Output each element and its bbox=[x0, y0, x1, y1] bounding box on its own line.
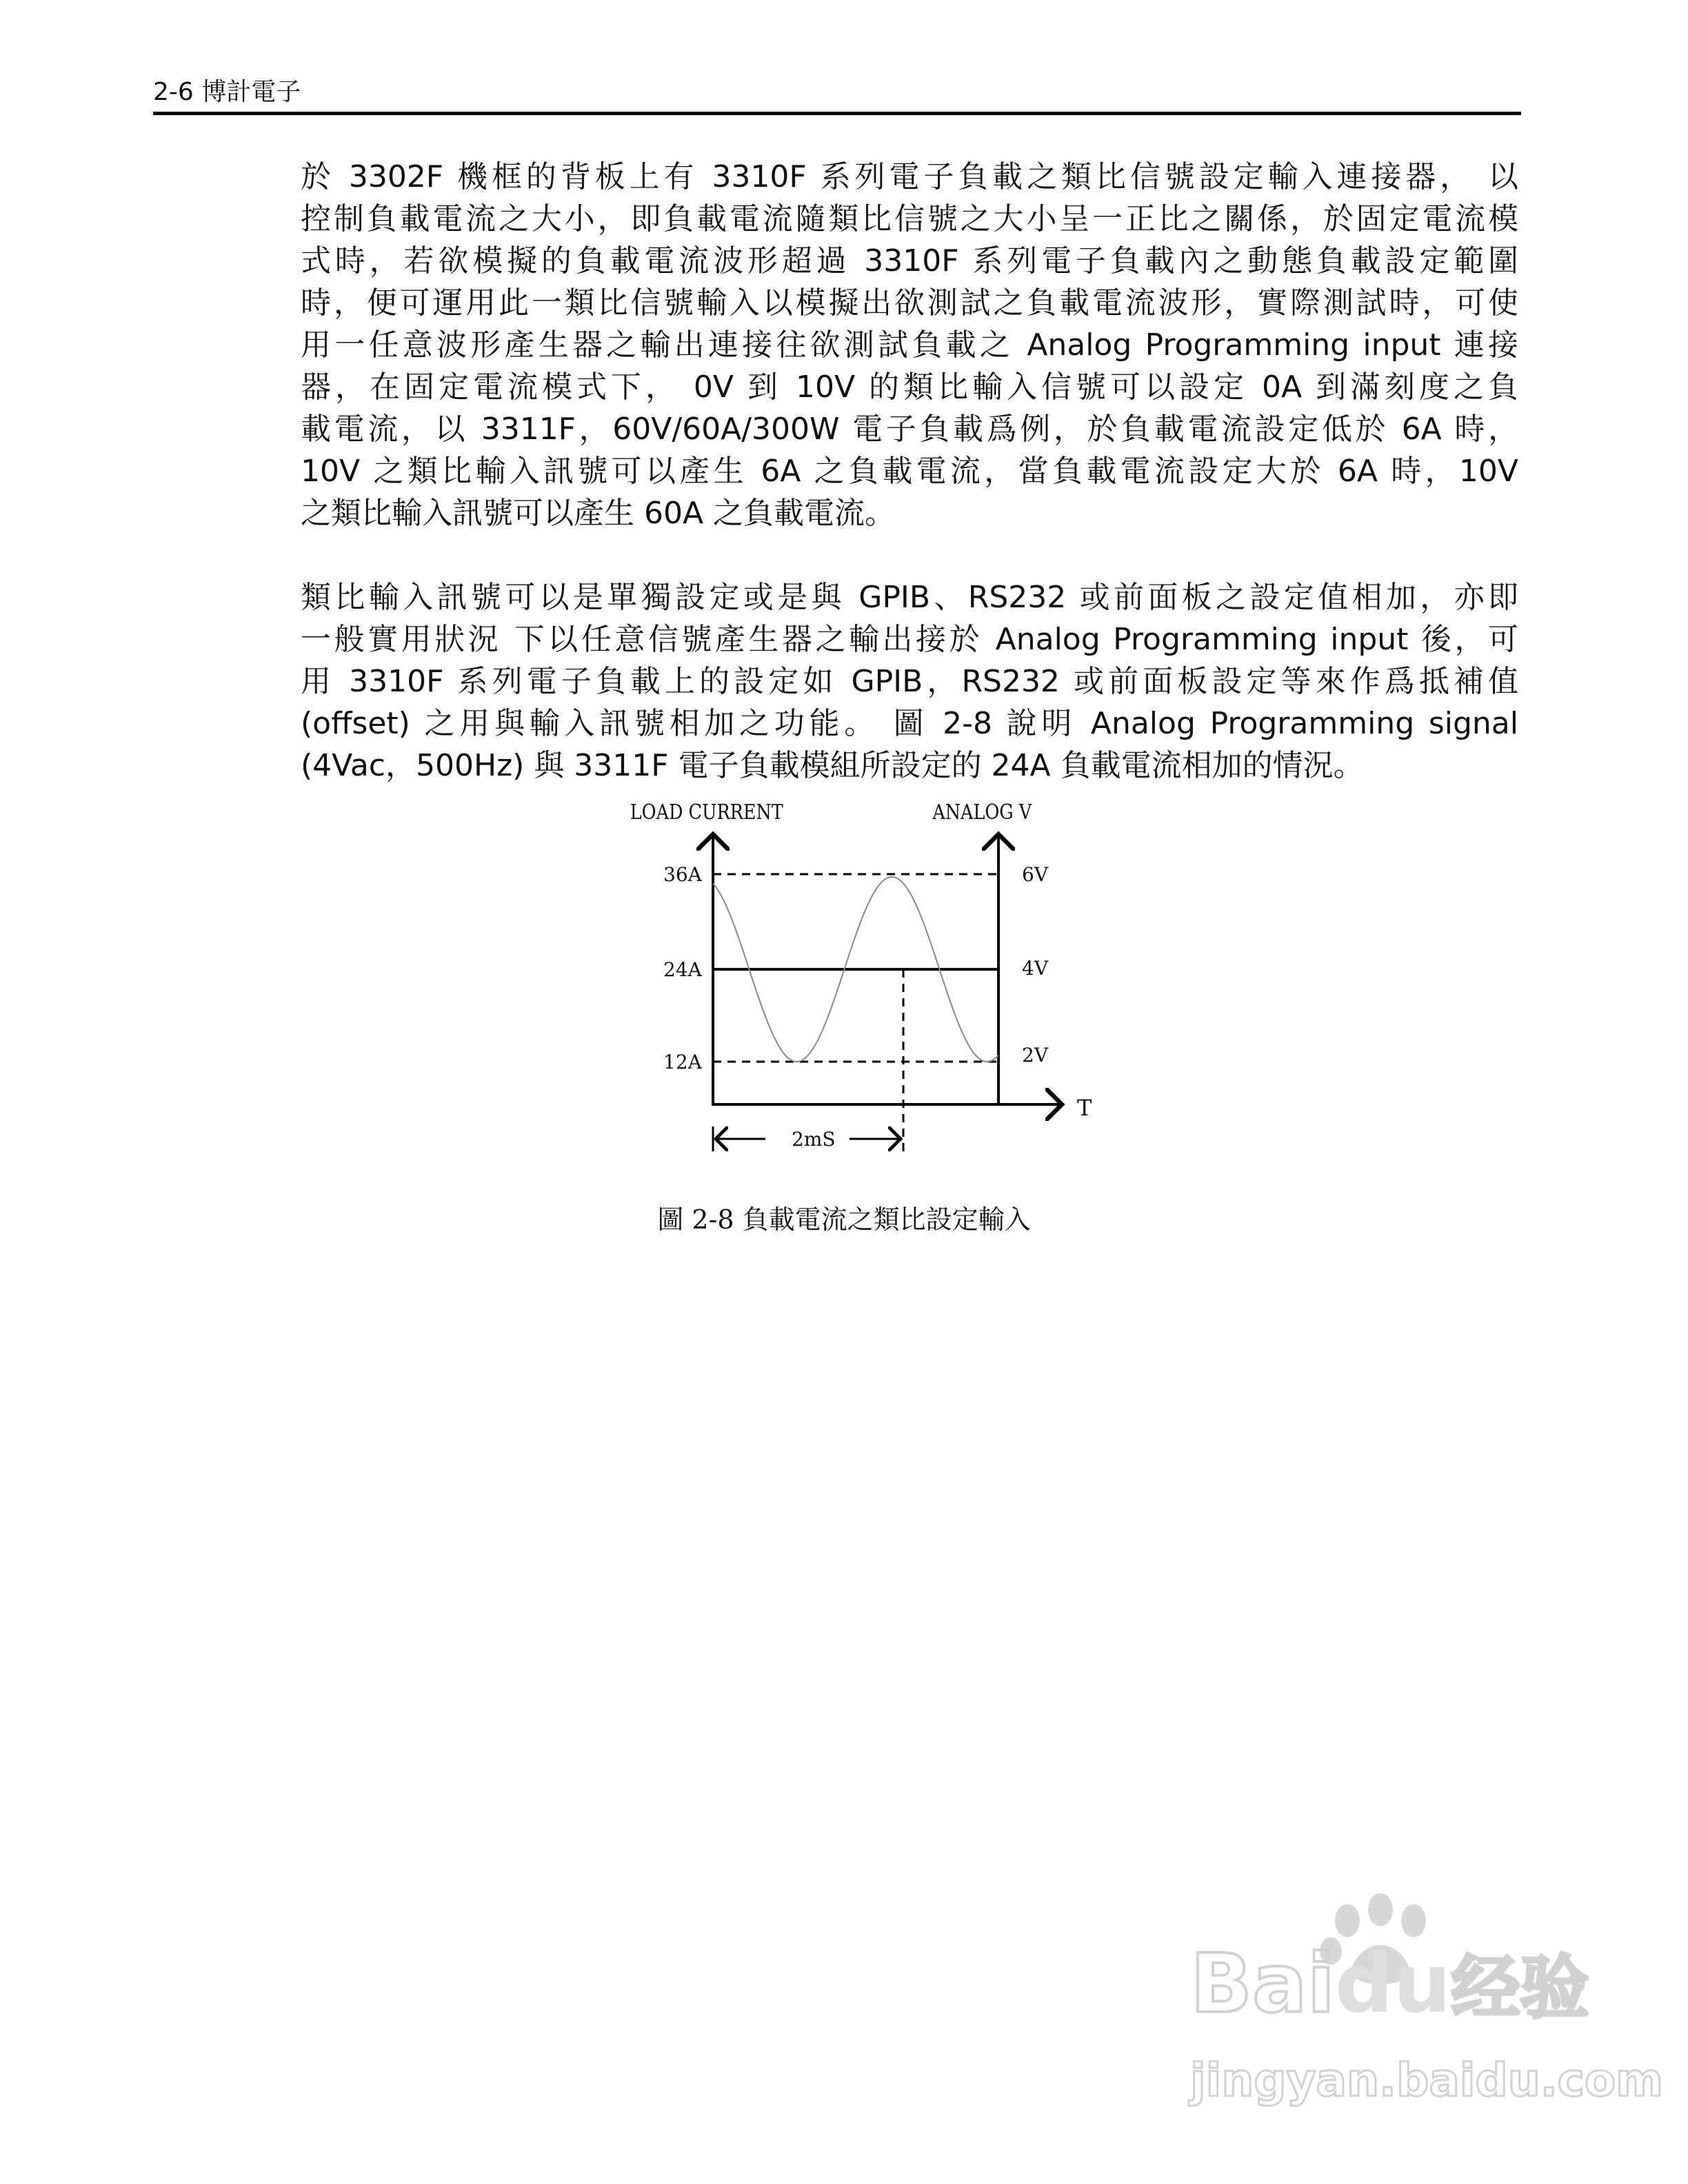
right-tick-label: 6V bbox=[1022, 863, 1049, 886]
paragraph-line: (offset) 之用與輸入訊號相加之功能。 圖 2-8 說明 Analog Programming signal bbox=[301, 706, 1518, 741]
interval-label: 2mS bbox=[792, 1128, 836, 1151]
right-tick-label: 4V bbox=[1022, 957, 1049, 980]
watermark-url: jingyan.baidu.com bbox=[1190, 2054, 1664, 2107]
right-axis-label: ANALOG V bbox=[932, 799, 1032, 825]
right-tick-label: 2V bbox=[1022, 1044, 1049, 1066]
paragraph-1 bbox=[301, 156, 1518, 534]
header-rule bbox=[153, 112, 1521, 115]
analog-signal-waveform bbox=[713, 877, 998, 1062]
left-tick-label: 24A bbox=[663, 958, 702, 981]
paragraph-line: 10V 之類比輸入訊號可以產生 6A 之負載電流，當負載電流設定大於 6A 時，10V bbox=[301, 454, 1518, 489]
baidu-watermark bbox=[1188, 1893, 1663, 2107]
paragraph-line: 用 3310F 系列電子負載上的設定如 GPIB，RS232 或前面板設定等來作爲抵補值 bbox=[301, 664, 1518, 699]
paragraph-line: (4Vac，500Hz) 與 3311F 電子負載模組所設定的 24A 負載電流相加的情況。 bbox=[301, 748, 1364, 783]
left-tick-label: 12A bbox=[663, 1051, 702, 1073]
paragraph-line: 之類比輸入訊號可以產生 60A 之負載電流。 bbox=[301, 496, 896, 531]
paragraph-line: 控制負載電流之大小，即負載電流隨類比信號之大小呈一正比之關係，於固定電流模 bbox=[301, 201, 1518, 236]
paragraph-line: 類比輸入訊號可以是單獨設定或是與 GPIB、RS232 或前面板之設定值相加，亦即 bbox=[301, 580, 1518, 615]
left-axis-label: LOAD CURRENT bbox=[630, 799, 783, 825]
left-tick-label: 36A bbox=[663, 863, 702, 886]
time-axis-label: T bbox=[1077, 1095, 1092, 1121]
paragraph-line: 器，在固定電流模式下， 0V 到 10V 的類比輸入信號可以設定 0A 到滿刻度之負 bbox=[301, 370, 1518, 405]
figure-caption: 圖 2-8 負載電流之類比設定輸入 bbox=[657, 1204, 1031, 1235]
watermark-brand: Baidu经验 bbox=[1190, 1936, 1589, 2031]
paragraph-line: 載電流，以 3311F，60V/60A/300W 電子負載爲例，於負載電流設定低於 6A 時， bbox=[301, 412, 1518, 447]
paragraph-line: 時，便可運用此一類比信號輸入以模擬出欲測試之負載電流波形，實際測試時，可使 bbox=[301, 285, 1518, 321]
page-header bbox=[153, 77, 1521, 112]
paragraph-line: 於 3302F 機框的背板上有 3310F 系列電子負載之類比信號設定輸入連接器， 以 bbox=[301, 159, 1518, 194]
paragraph-line: 一般實用狀況 下以任意信號產生器之輸出接於 Analog Programming input 後，可 bbox=[301, 622, 1518, 657]
paragraph-line: 式時，若欲模擬的負載電流波形超過 3310F 系列電子負載內之動態負載設定範圍 bbox=[301, 243, 1518, 279]
paragraph-line: 用一任意波形產生器之輸出連接往欲測試負載之 Analog Programming input 連接 bbox=[301, 327, 1518, 363]
running-head: 2-6 博計電子 bbox=[153, 78, 301, 106]
paragraph-2 bbox=[301, 576, 1518, 787]
paw-icon bbox=[1320, 1893, 1426, 1985]
